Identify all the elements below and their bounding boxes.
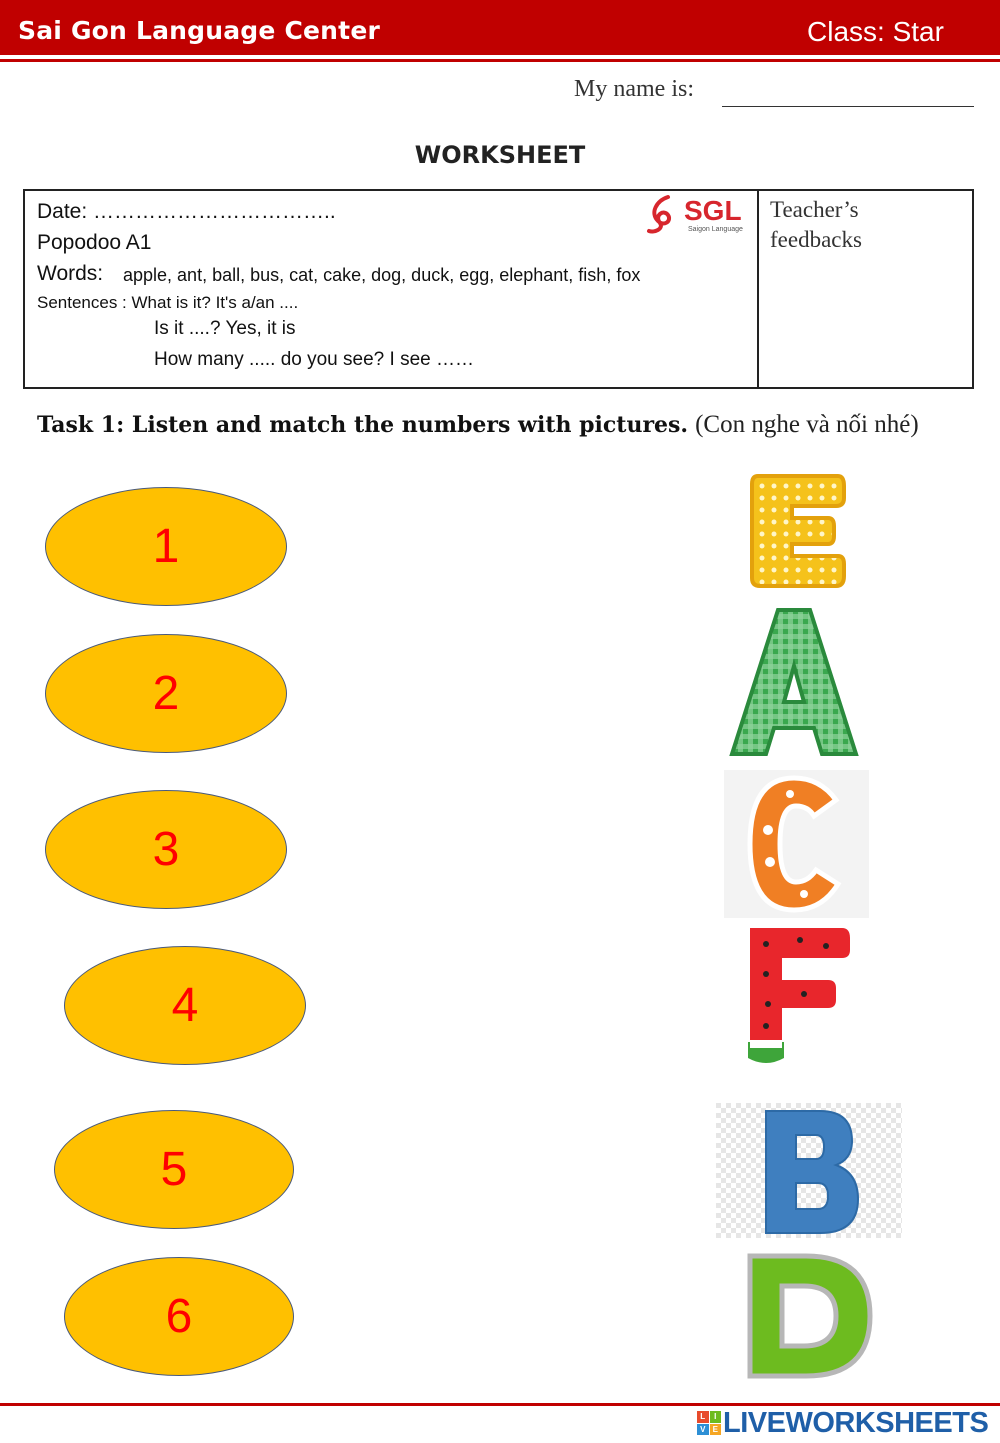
name-input-line[interactable] [722, 106, 974, 107]
liveworksheets-logo-icon: L I V E [697, 1411, 721, 1435]
words-label: Words: [37, 262, 104, 285]
task-1-instructions [37, 408, 967, 442]
task-1-title: Task 1: Listen and match the numbers with pictures. [37, 412, 689, 438]
header-divider [0, 59, 1000, 62]
letter-b-picture[interactable] [716, 1103, 902, 1238]
info-divider [757, 189, 759, 389]
logo-subtitle: Saigon Language [688, 226, 743, 233]
letter-d-picture[interactable] [746, 1252, 874, 1380]
number-oval-5[interactable]: 5 [54, 1110, 294, 1229]
number-oval-1[interactable]: 1 [45, 487, 287, 606]
liveworksheets-brand[interactable] [697, 1408, 988, 1438]
school-name: Sai Gon Language Center [18, 16, 380, 45]
task-1-note: (Con nghe và nối nhé) [695, 411, 919, 438]
number-oval-6[interactable]: 6 [64, 1257, 294, 1376]
letter-c-picture[interactable] [724, 770, 869, 918]
words-list: apple, ant, ball, bus, cat, cake, dog, duck, egg, elephant, fish, fox [123, 265, 641, 285]
letter-f-picture[interactable] [738, 922, 856, 1072]
letter-e-picture[interactable] [720, 468, 890, 593]
class-label: Class: Star [807, 16, 944, 47]
teacher-feedback: Teacher’s feedbacks [770, 197, 862, 252]
page-title: WORKSHEET [414, 141, 586, 169]
logo-text: SGL [684, 195, 742, 226]
number-oval-2[interactable]: 2 [45, 634, 287, 753]
sentence-3: How many ..... do you see? I see …… [154, 349, 474, 370]
book-title: Popodoo A1 [37, 231, 152, 254]
number-oval-3[interactable]: 3 [45, 790, 287, 909]
number-oval-4[interactable]: 4 [64, 946, 306, 1065]
sentence-2: Is it ....? Yes, it is [154, 318, 296, 339]
date-line: Date: …………………………….. [37, 200, 336, 223]
sentences-label: Sentences : What is it? It's a/an .... [37, 293, 299, 312]
name-label: My name is: [574, 76, 694, 102]
letter-a-picture[interactable] [728, 604, 860, 760]
liveworksheets-text: LIVEWORKSHEETS [723, 1406, 989, 1439]
